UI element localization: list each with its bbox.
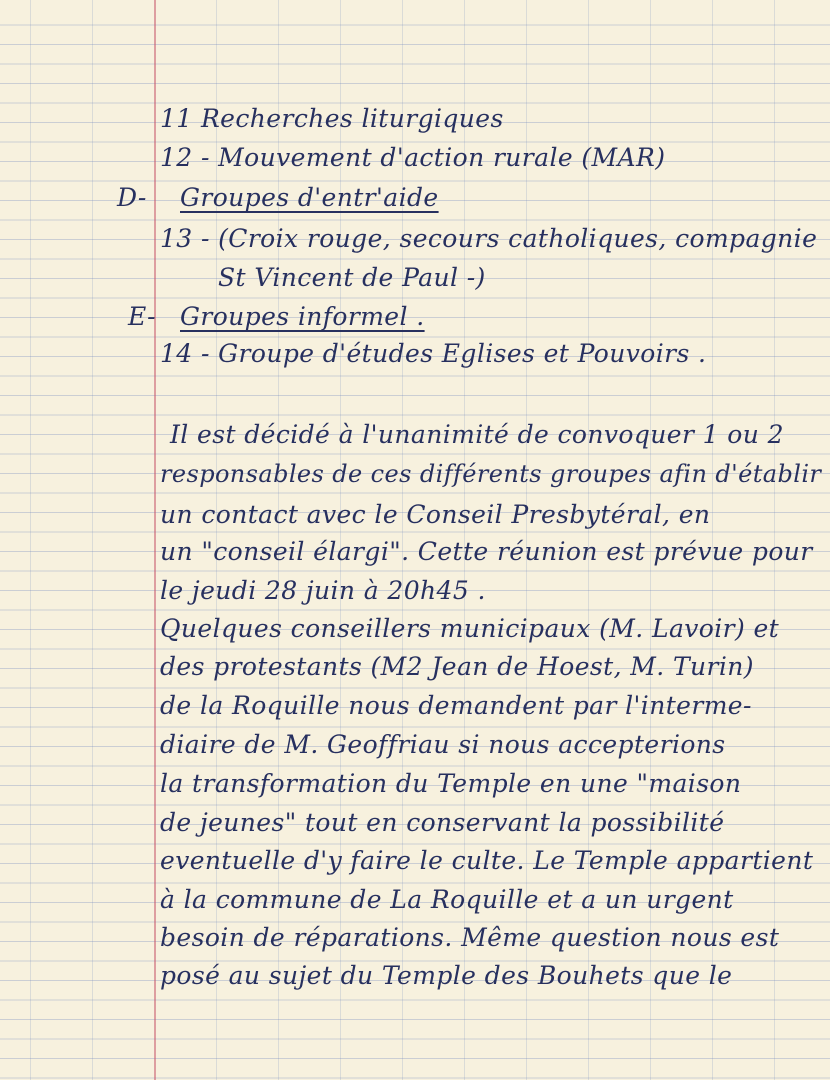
section-heading-e: Groupes informel . — [180, 302, 425, 331]
section-marker-e: E- — [128, 302, 156, 331]
section-marker-d: D- — [117, 183, 147, 212]
paragraph-line: posé au sujet du Temple des Bouhets que le — [160, 961, 733, 990]
paragraph-line: à la commune de La Roquille et a un urgent — [160, 885, 734, 914]
section-heading-d: Groupes d'entr'aide — [180, 183, 439, 212]
paragraph-line: diaire de M. Geoffriau si nous accepterions — [160, 730, 726, 759]
list-item-12: 12 - Mouvement d'action rurale (MAR) — [160, 143, 666, 172]
paragraph-line: un "conseil élargi". Cette réunion est prévue pour — [160, 537, 813, 566]
margin-line — [154, 0, 156, 1080]
paragraph-line: Il est décidé à l'unanimité de convoquer 1 ou 2 — [170, 420, 784, 449]
paragraph-line: la transformation du Temple en une "maison — [160, 769, 742, 798]
grid-line — [92, 0, 93, 1080]
paragraph-line: Quelques conseillers municipaux (M. Lavoir) et — [160, 614, 780, 643]
paragraph-line: de jeunes" tout en conservant la possibilité — [160, 808, 725, 837]
grid-line — [30, 0, 31, 1080]
list-item-11: 11 Recherches liturgiques — [160, 104, 504, 133]
paragraph-line: des protestants (M2 Jean de Hoest, M. Turin) — [160, 652, 754, 681]
paragraph-line: un contact avec le Conseil Presbytéral, en — [160, 500, 711, 529]
paragraph-line: de la Roquille nous demandent par l'interme- — [160, 691, 752, 720]
paragraph-line: besoin de réparations. Même question nous est — [160, 923, 780, 952]
paragraph-line: le jeudi 28 juin à 20h45 . — [160, 576, 486, 605]
paragraph-line: eventuelle d'y faire le culte. Le Temple appartient — [160, 846, 814, 875]
paragraph-line: responsables de ces différents groupes afin d'établir — [160, 460, 822, 488]
list-item-13-continued: St Vincent de Paul -) — [218, 263, 486, 292]
list-item-13: 13 - (Croix rouge, secours catholiques, compagnie — [160, 224, 818, 253]
list-item-14: 14 - Groupe d'études Eglises et Pouvoirs . — [160, 339, 707, 368]
